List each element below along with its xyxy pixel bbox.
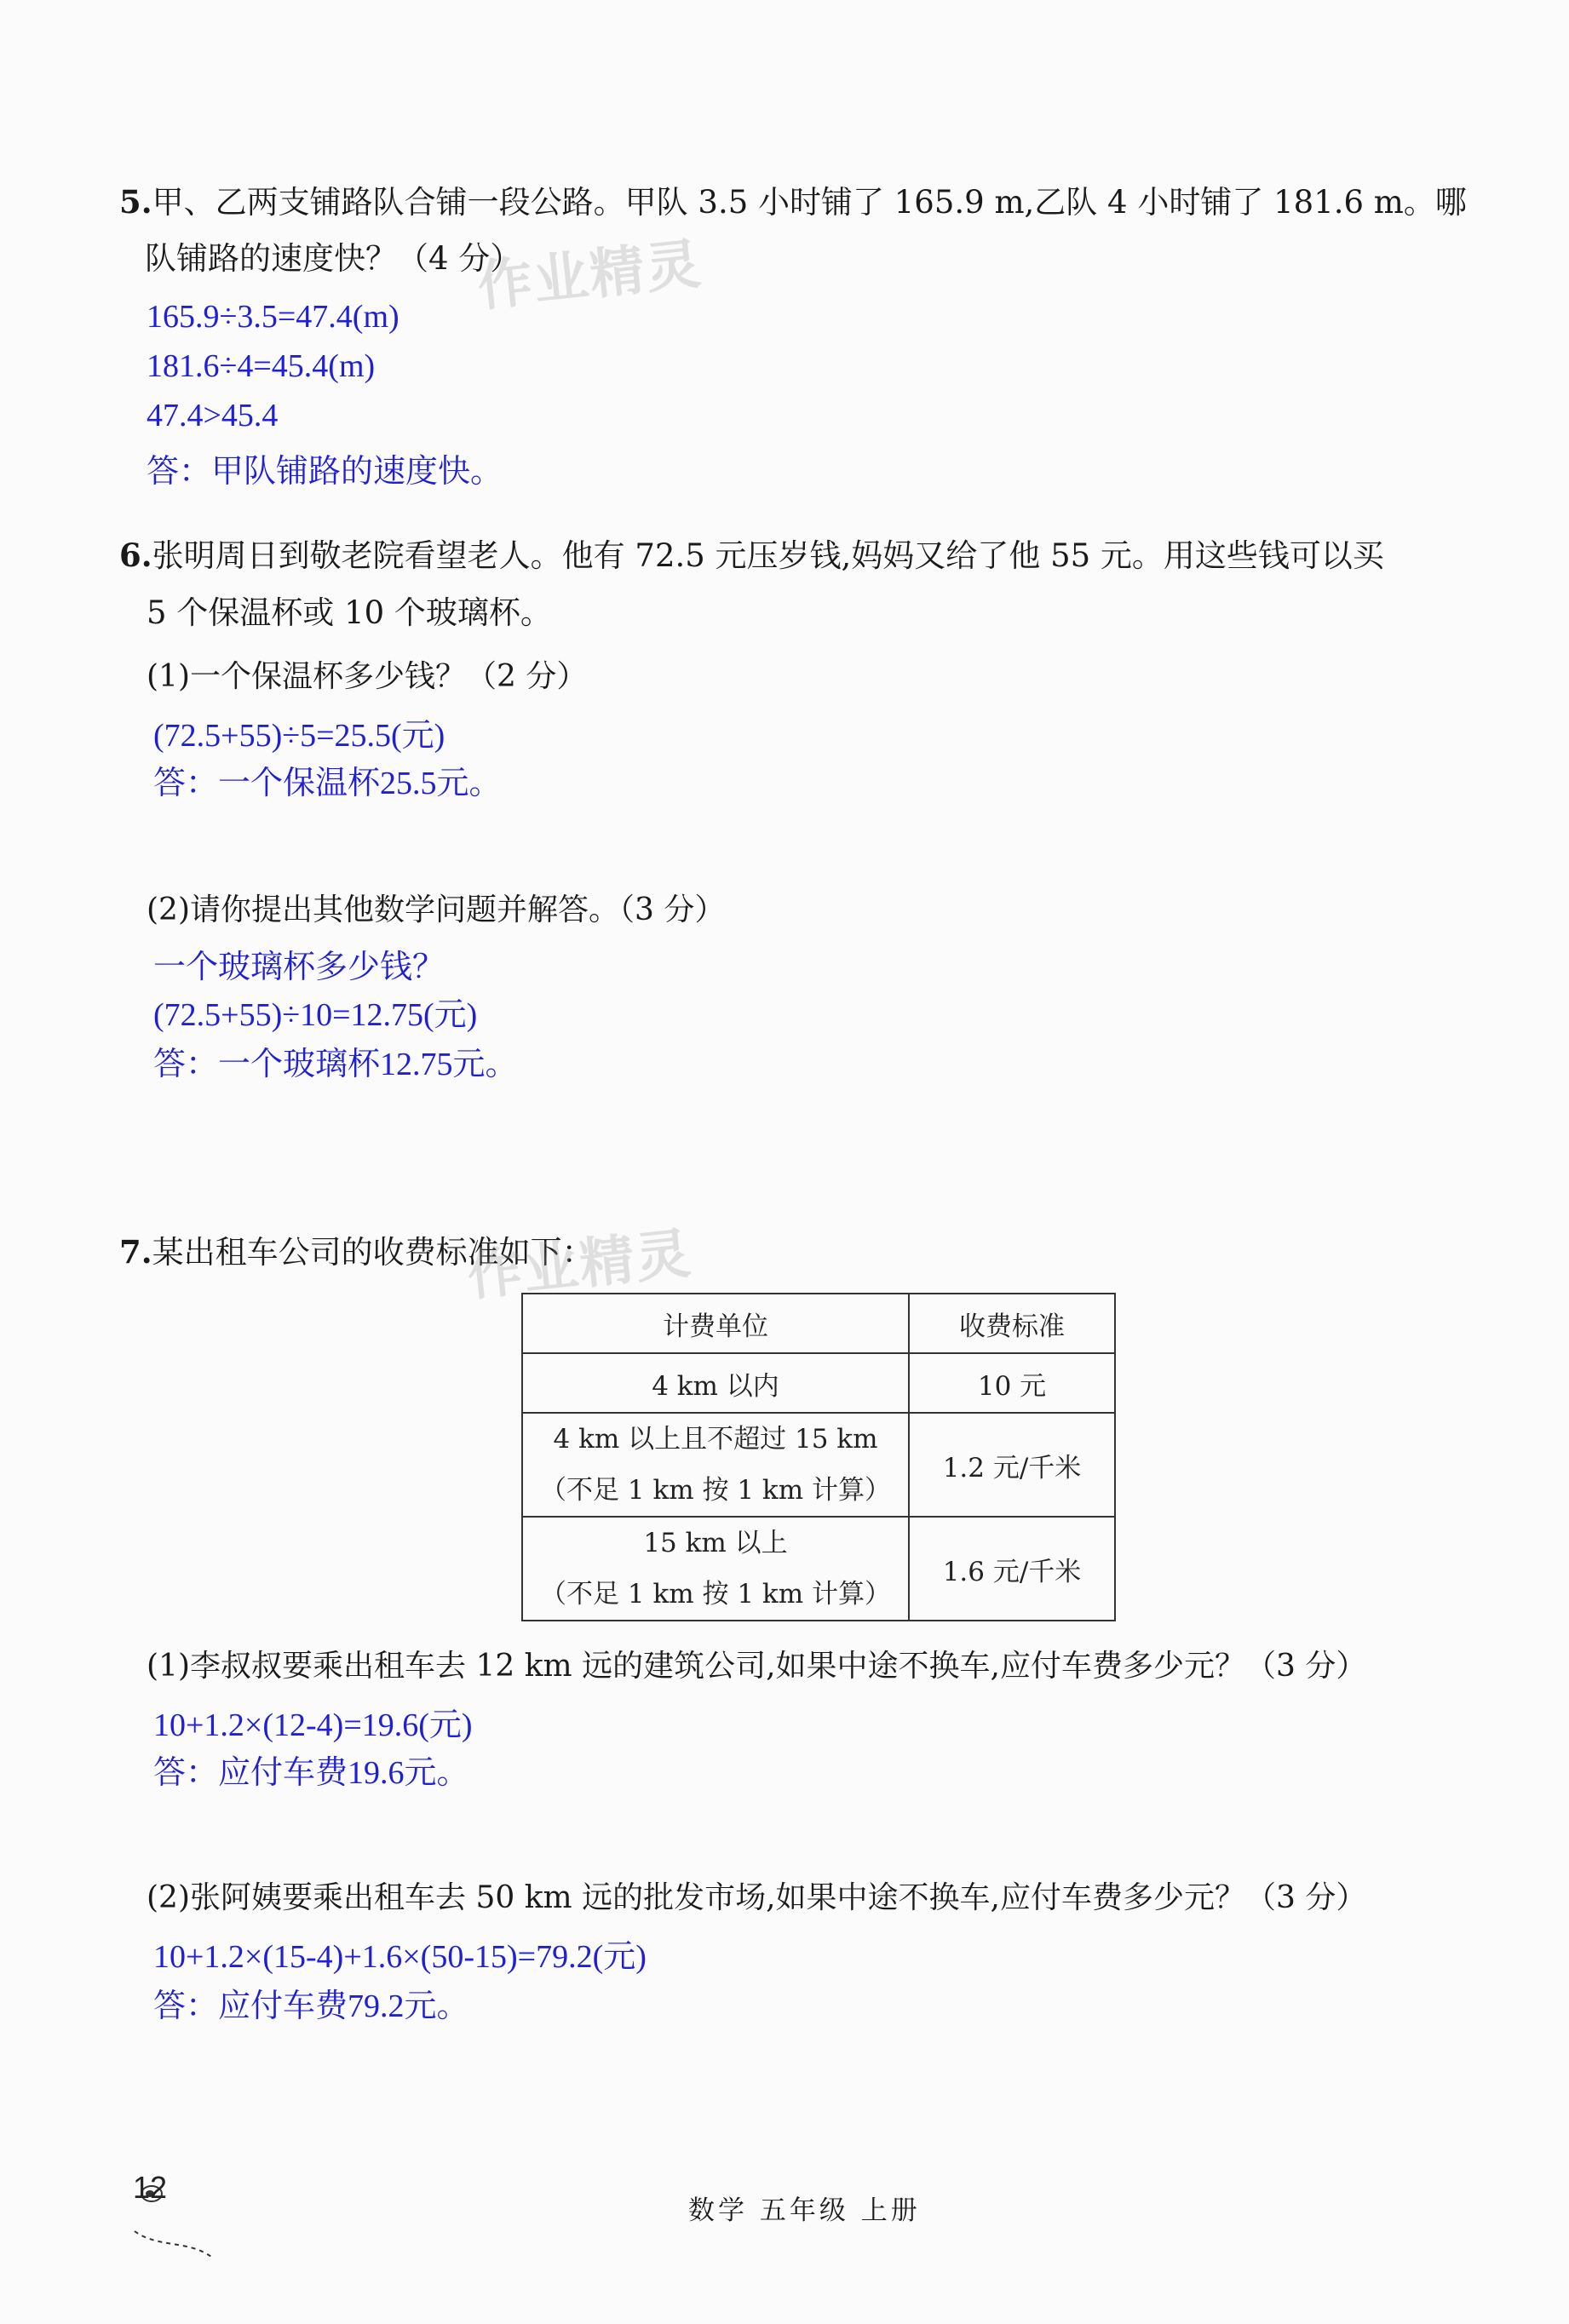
footer-book-title: 数学 五年级 上册 (688, 2195, 921, 2226)
q6-sub2-answer-3: 答：一个玻璃杯12.75元。 (153, 1047, 518, 1082)
q5-line2: 队铺路的速度快？（4 分） (145, 240, 522, 277)
q7-sub1-question: (1)李叔叔要乘出租车去 12 km 远的建筑公司,如果中途不换车,应付车费多少元？（3 分） (147, 1649, 1367, 1684)
q5-number: 5. (119, 183, 152, 221)
q7-sub2-question: (2)张阿姨要乘出租车去 50 km 远的批发市场,如果中途不换车,应付车费多少元？（3 分） (147, 1880, 1367, 1915)
q7-sub1-answer-1: 10+1.2×(12-4)=19.6(元) (153, 1707, 473, 1743)
q7-sub2-answer-1: 10+1.2×(15-4)+1.6×(50-15)=79.2(元) (153, 1939, 647, 1975)
table-cell-fee: 1.2 元/千米 (909, 1413, 1115, 1517)
q6-line1 (119, 537, 1384, 575)
table-cell-unit-line: 15 km 以上 (643, 1528, 788, 1558)
q6-sub1-question: (1)一个保温杯多少钱？（2 分） (147, 659, 588, 694)
q7-number: 7. (119, 1233, 152, 1271)
table-header: 收费标准 (909, 1294, 1115, 1353)
table-row (522, 1517, 1115, 1621)
q5-answer-1: 165.9÷3.5=47.4(m) (147, 299, 399, 335)
q6-line2: 5 个保温杯或 10 个玻璃杯。 (147, 594, 552, 631)
table-cell-unit (522, 1413, 909, 1517)
q7-text-1: 某出租车公司的收费标准如下： (152, 1234, 594, 1271)
table-cell-unit-note: （不足 1 km 按 1 km 计算） (540, 1475, 891, 1506)
table-cell-fee: 1.6 元/千米 (909, 1517, 1115, 1621)
table-header: 计费单位 (522, 1294, 909, 1353)
table-cell-unit (522, 1517, 909, 1621)
q6-sub1-answer-2: 答：一个保温杯25.5元。 (153, 766, 502, 801)
q5-answer-2: 181.6÷4=45.4(m) (147, 348, 376, 384)
table-cell-unit-note: （不足 1 km 按 1 km 计算） (540, 1579, 891, 1610)
q7-sub2-answer-2: 答：应付车费79.2元。 (153, 1988, 469, 2024)
table-row (522, 1413, 1115, 1517)
q6-number: 6. (119, 537, 152, 574)
page-number: 12 (133, 2170, 168, 2205)
q6-sub2-answer-2: (72.5+55)÷10=12.75(元) (153, 997, 478, 1033)
watermark: 作业精灵 (474, 232, 705, 319)
q5-answer-4: 答：甲队铺路的速度快。 (147, 454, 503, 490)
q6-sub2-question: (2)请你提出其他数学问题并解答。（3 分） (147, 892, 726, 927)
q5-line1 (119, 183, 1467, 221)
q5-answer-3: 47.4>45.4 (147, 398, 279, 433)
q6-sub1-answer-1: (72.5+55)÷5=25.5(元) (153, 718, 445, 754)
watermark: 作业精灵 (464, 1222, 695, 1309)
fee-table (521, 1293, 1116, 1621)
q6-text-1: 张明周日到敬老院看望老人。他有 72.5 元压岁钱,妈妈又给了他 55 元。用这些钱可以买 (152, 537, 1384, 574)
table-header-row (522, 1294, 1115, 1353)
table-cell-fee: 10 元 (909, 1353, 1115, 1413)
table-row (522, 1353, 1115, 1413)
table-cell-unit-line: 4 km 以上且不超过 15 km (553, 1424, 878, 1455)
q5-text-1: 甲、乙两支铺路队合铺一段公路。甲队 3.5 小时铺了 165.9 m,乙队 4 小时铺了 181.6 m。哪 (152, 184, 1467, 221)
table-cell-unit: 4 km 以内 (522, 1353, 909, 1413)
q7-sub1-answer-2: 答：应付车费19.6元。 (153, 1755, 469, 1791)
q6-sub2-answer-1: 一个玻璃杯多少钱？ (153, 950, 445, 985)
